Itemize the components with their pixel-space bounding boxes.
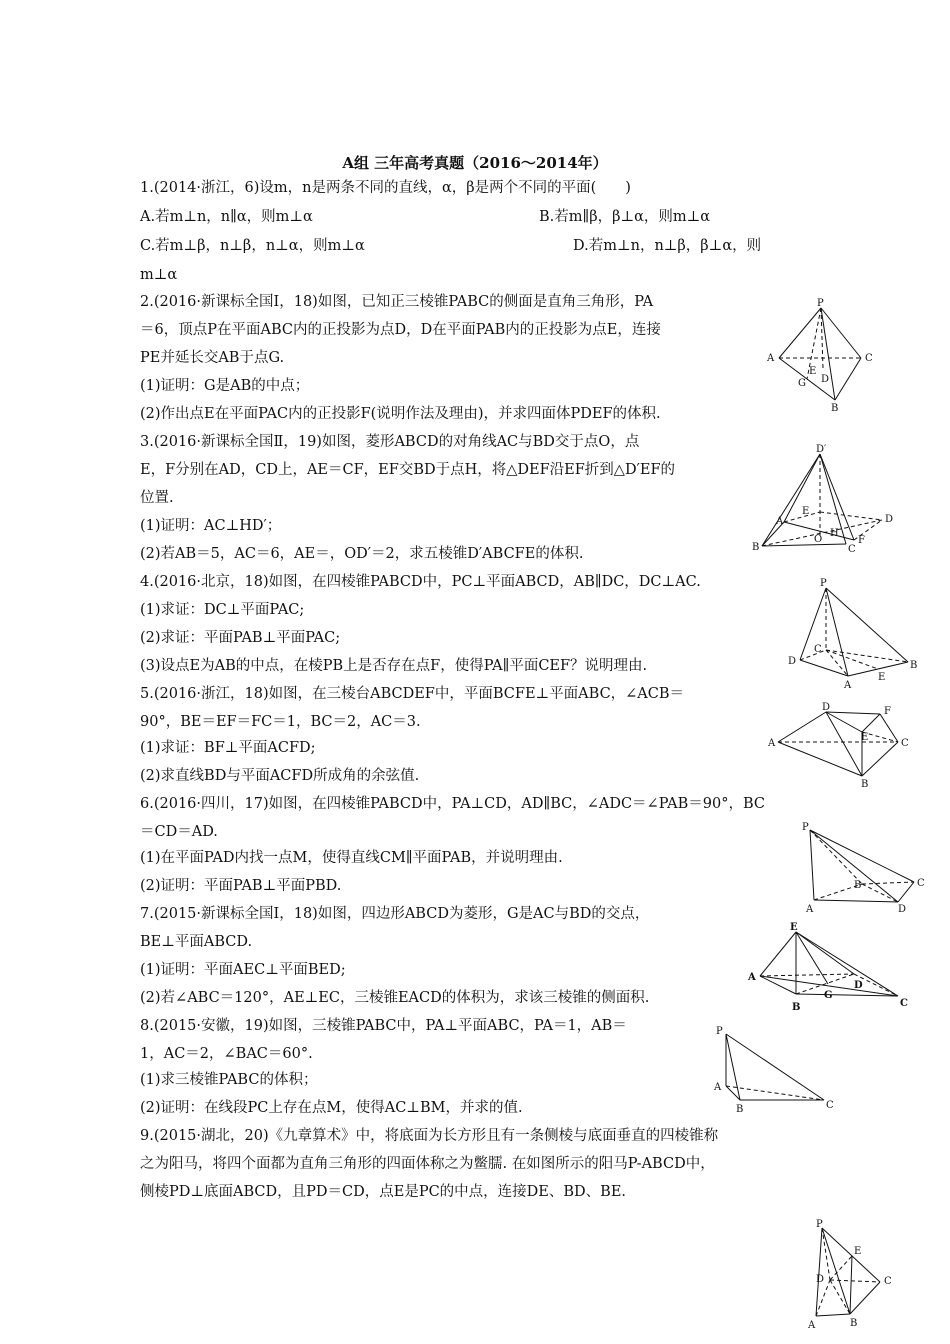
label-a: A (748, 972, 756, 983)
label-g: G (798, 378, 806, 389)
figure-q4-pyramid (780, 578, 925, 690)
figure-q5-frustum (766, 700, 916, 790)
q1-option-c: C.若m⊥β，n⊥β，n⊥α，则m⊥α (140, 238, 365, 254)
label-b: B (736, 1104, 744, 1115)
q6-stem-1: 6.(2016·四川，17)如图，在四棱锥PABCD中，PA⊥CD，AD∥BC，∠ADC＝∠PAB＝90°，BC (140, 796, 765, 812)
label-d: D (816, 1274, 825, 1285)
label-d: D (885, 514, 894, 525)
label-a: A (714, 1082, 722, 1093)
q4-part-1: (1)求证：DC⊥平面PAC; (140, 602, 305, 618)
label-e: E (878, 672, 886, 683)
q7-stem-2: BE⊥平面ABCD. (140, 934, 253, 950)
q5-stem-1: 5.(2016·浙江，18)如图，在三棱台ABCDEF中，平面BCFE⊥平面ABC，∠ACB＝ (140, 686, 685, 702)
q8-part-1: (1)求三棱锥PABC的体积； (140, 1072, 318, 1088)
q4-stem: 4.(2016·北京，18)如图，在四棱锥PABCD中，PC⊥平面ABCD，AB∥DC，DC⊥AC. (140, 574, 701, 590)
label-c: C (814, 644, 822, 655)
q3-stem-3: 位置. (140, 490, 174, 506)
label-e: E (861, 732, 869, 743)
label-d: D (822, 702, 831, 713)
label-f: F (858, 535, 865, 546)
label-d: D (854, 980, 863, 991)
label-a: A (806, 904, 814, 915)
label-d-prime: D′ (816, 444, 827, 455)
label-b: B (910, 660, 918, 671)
q6-part-2: (2)证明：平面PAB⊥平面PBD. (140, 878, 342, 894)
q7-part-1: (1)证明：平面AEC⊥平面BED; (140, 962, 346, 978)
q3-part-1: (1)证明：AC⊥HD′； (140, 518, 282, 534)
label-d: D (821, 374, 830, 385)
figure-q2-pyramid (765, 298, 890, 416)
label-d: D (788, 656, 797, 667)
figure-q8-pyramid (712, 1024, 844, 1116)
q8-stem-2: 1，AC＝2，∠BAC＝60°. (140, 1046, 313, 1062)
q3-part-2: (2)若AB＝5，AC＝6，AE＝，OD′＝2，求五棱锥D′ABCFE的体积. (140, 546, 584, 562)
q8-part-2: (2)证明：在线段PC上存在点M，使得AC⊥BM，并求的值. (140, 1100, 523, 1116)
q5-part-2: (2)求直线BD与平面ACFD所成角的余弦值. (140, 768, 420, 784)
q1-stem: 1.(2014·浙江，6)设m，n是两条不同的直线，α，β是两个不同的平面( ) (140, 180, 631, 196)
label-c: C (865, 353, 873, 364)
q5-part-1: (1)求证：BF⊥平面ACFD; (140, 740, 316, 756)
label-e: E (802, 506, 810, 517)
q1-option-b: B.若m∥β，β⊥α，则m⊥α (539, 209, 711, 225)
q6-stem-2: ＝CD＝AD. (140, 824, 218, 840)
q4-part-3: (3)设点E为AB的中点，在棱PB上是否存在点F，使得PA∥平面CEF？说明理由. (140, 658, 648, 674)
label-f: F (884, 706, 891, 717)
q9-stem-2: 之为阳马，将四个面都为直角三角形的四面体称之为鳖臑. 在如图所示的阳马P-ABCD中， (140, 1156, 715, 1172)
q5-stem-2: 90°，BE＝EF＝FC＝1，BC＝2，AC＝3. (140, 714, 421, 730)
label-c: C (917, 878, 925, 889)
q1-option-a: A.若m⊥n，n∥α，则m⊥α (140, 209, 313, 225)
label-c: C (900, 998, 908, 1009)
figure-q9-yangma (808, 1218, 908, 1330)
label-b: B (831, 403, 839, 414)
q2-stem-2: ＝6，顶点P在平面ABC内的正投影为点D，D在平面PAB内的正投影为点E，连接 (140, 322, 661, 338)
label-p: P (802, 822, 809, 833)
label-b: B (850, 1318, 858, 1329)
label-e: E (809, 366, 817, 377)
label-a: A (844, 680, 852, 691)
label-p: P (716, 1026, 723, 1037)
q9-stem-3: 侧棱PD⊥底面ABCD，且PD＝CD，点E是PC的中点，连接DE、BD、BE. (140, 1184, 627, 1200)
label-c: C (848, 544, 856, 555)
q3-stem-1: 3.(2016·新课标全国Ⅱ，19)如图，菱形ABCD的对角线AC与BD交于点O，点 (140, 434, 640, 450)
q1-option-d: D.若m⊥n，n⊥β，β⊥α，则 (573, 238, 762, 254)
label-c: C (884, 1276, 892, 1287)
label-b: B (752, 542, 760, 553)
q4-part-2: (2)求证：平面PAB⊥平面PAC; (140, 630, 341, 646)
q2-stem-3: PE并延长交AB于点G. (140, 350, 285, 366)
label-a: A (767, 353, 775, 364)
q7-stem-1: 7.(2015·新课标全国Ⅰ，18)如图，四边形ABCD为菱形，G是AC与BD的交点， (140, 906, 650, 922)
q9-stem-1: 9.(2015·湖北，20)《九章算术》中，将底面为长方形且有一条侧棱与底面垂直的四棱锥称 (140, 1128, 719, 1144)
q2-part-1: (1)证明：G是AB的中点； (140, 378, 310, 394)
q1-option-d-cont: m⊥α (140, 267, 178, 283)
figure-q3-pyramid (750, 444, 900, 556)
label-g: G (824, 990, 833, 1001)
label-b: B (861, 779, 869, 790)
label-c: C (901, 738, 909, 749)
label-b: B (854, 880, 862, 891)
label-b: B (792, 1002, 801, 1013)
q7-part-2: (2)若∠ABC＝120°，AE⊥EC，三棱锥EACD的体积为，求该三棱锥的侧面积. (140, 990, 650, 1006)
page-title: A组 三年高考真题（2016～2014年） (342, 154, 608, 172)
figure-q7-pyramid (748, 916, 918, 1014)
label-h: H (830, 528, 839, 539)
label-p: P (816, 1219, 823, 1230)
label-a: A (808, 1320, 816, 1331)
label-e: E (790, 922, 798, 933)
label-a: A (776, 516, 784, 527)
label-d: D (898, 904, 907, 915)
label-e: E (854, 1246, 862, 1257)
label-c: C (826, 1100, 834, 1111)
q3-stem-2: E，F分别在AD，CD上，AE＝CF，EF交BD于点H，将△DEF沿EF折到△D′EF的 (140, 462, 676, 478)
q8-stem-1: 8.(2015·安徽，19)如图，三棱锥PABC中，PA⊥平面ABC，PA＝1，AB＝ (140, 1018, 627, 1034)
q6-part-1: (1)在平面PAD内找一点M，使得直线CM∥平面PAB，并说明理由. (140, 850, 563, 866)
q2-part-2: (2)作出点E在平面PAC内的正投影F(说明作法及理由)，并求四面体PDEF的体积. (140, 406, 661, 422)
label-a: A (768, 738, 776, 749)
label-o: O (814, 534, 823, 545)
q2-stem-1: 2.(2016·新课标全国Ⅰ，18)如图，已知正三棱锥PABC的侧面是直角三角形，PA (140, 294, 654, 310)
label-p: P (820, 578, 827, 589)
figure-q6-pyramid (800, 820, 930, 916)
label-p: P (817, 298, 824, 309)
